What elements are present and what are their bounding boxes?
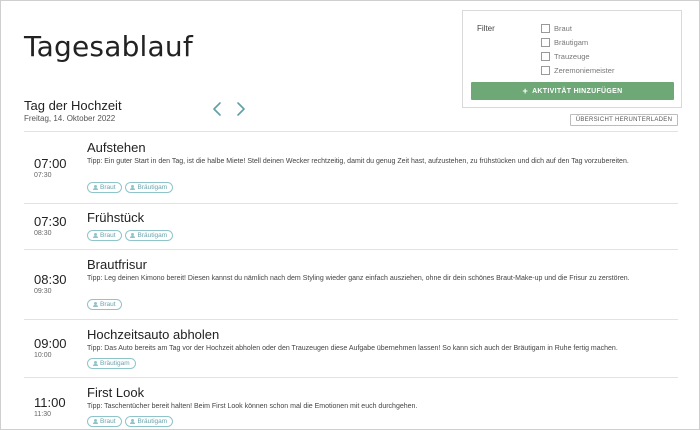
person-icon	[130, 419, 136, 425]
filter-option-zeremoniemeister[interactable]	[541, 65, 614, 75]
filter-option-braeutigam[interactable]	[541, 37, 614, 47]
person-icon	[92, 185, 98, 191]
add-activity-button[interactable]	[471, 82, 674, 100]
entry-tags	[87, 182, 173, 193]
entry-tip: Tipp: Leg deinen Kimono bereit! Diesen kannst du nämlich nach dem Styling wieder ganz einfach ausziehen, ohne dir dein schönes Braut-Make-up und die Frisur zu zerstören.	[87, 275, 630, 282]
entry-tip: Tipp: Taschentücher bereit halten! Beim First Look können schon mal die Emotionen mit euch durchgehen.	[87, 403, 418, 410]
tag-label: Braut	[100, 418, 116, 425]
filter-option-label: Braut	[554, 23, 572, 33]
checkbox[interactable]	[541, 66, 550, 75]
filter-option-label: Bräutigam	[554, 37, 589, 47]
tag-label: Braut	[100, 184, 116, 191]
entry-title: First Look	[87, 385, 145, 400]
plus-icon: +	[522, 86, 529, 96]
filter-panel	[462, 10, 682, 108]
entry-tags	[87, 416, 173, 427]
add-activity-label: AKTIVITÄT HINZUFÜGEN	[532, 87, 623, 95]
entry-start-time: 08:30	[34, 272, 67, 287]
tag	[87, 358, 136, 369]
filter-option-label: Zeremoniemeister	[554, 65, 615, 75]
tag-label: Braut	[100, 232, 116, 239]
tag-label: Bräutigam	[137, 184, 168, 191]
entry-tip: Tipp: Das Auto bereits am Tag vor der Hochzeit abholen oder den Trauzeugen diese Aufgabe übernehmen lassen! So kann sich auch der Bräutigam in Ruhe fertig machen.	[87, 345, 618, 352]
checkbox[interactable]	[541, 24, 550, 33]
tag	[87, 182, 122, 193]
entry-end-time: 08:30	[34, 230, 52, 237]
chevron-left-icon	[210, 100, 224, 118]
entry-end-time: 11:30	[34, 411, 51, 418]
checkbox[interactable]	[541, 52, 550, 61]
entry-tip: Tipp: Ein guter Start in den Tag, ist die halbe Miete! Stell deinen Wecker rechtzeitig, damit du genug Zeit hast, aufzustehen, zu frühstücken und dich auf den Tag vorzubereiten.	[87, 158, 629, 165]
tag	[87, 230, 122, 241]
entry-start-time: 09:00	[34, 336, 67, 351]
page-title: Tagesablauf	[24, 30, 193, 63]
tag-label: Bräutigam	[100, 360, 130, 367]
timeline-entry[interactable]	[24, 377, 678, 430]
next-day-button[interactable]	[234, 100, 248, 118]
checkbox[interactable]	[541, 38, 550, 47]
filter-option-label: Trauzeuge	[554, 51, 590, 61]
day-date: Freitag, 14. Oktober 2022	[24, 114, 116, 123]
timeline-entry[interactable]	[24, 203, 678, 249]
chevron-right-icon	[234, 100, 248, 118]
tag	[125, 416, 174, 427]
filter-label: Filter	[477, 24, 495, 33]
entry-title: Aufstehen	[87, 140, 146, 155]
timeline-entry[interactable]	[24, 131, 678, 203]
tag	[125, 182, 174, 193]
entry-title: Hochzeitsauto abholen	[87, 327, 220, 342]
entry-title: Brautfrisur	[87, 257, 147, 272]
person-icon	[92, 302, 98, 308]
previous-day-button[interactable]	[210, 100, 224, 118]
filter-options	[541, 23, 614, 75]
entry-end-time: 07:30	[34, 172, 52, 179]
entry-start-time: 07:30	[34, 214, 67, 229]
timeline-entry[interactable]	[24, 319, 678, 377]
filter-option-braut[interactable]	[541, 23, 614, 33]
tag-label: Braut	[100, 301, 116, 308]
entry-end-time: 10:00	[34, 352, 52, 359]
person-icon	[130, 233, 136, 239]
entry-tags	[87, 358, 136, 369]
tag	[87, 416, 122, 427]
filter-option-trauzeuge[interactable]	[541, 51, 614, 61]
download-overview-button[interactable]: ÜBERSICHT HERUNTERLADEN	[570, 114, 678, 126]
entry-start-time: 11:00	[34, 395, 66, 410]
entry-start-time: 07:00	[34, 156, 67, 171]
entry-tags	[87, 299, 122, 310]
person-icon	[92, 419, 98, 425]
timeline-entry[interactable]	[24, 249, 678, 319]
person-icon	[130, 185, 136, 191]
day-title: Tag der Hochzeit	[24, 98, 122, 113]
person-icon	[92, 233, 98, 239]
entry-tags	[87, 230, 173, 241]
entry-title: Frühstück	[87, 210, 145, 225]
entry-end-time: 09:30	[34, 288, 52, 295]
tag-label: Bräutigam	[137, 418, 168, 425]
tag-label: Bräutigam	[137, 232, 168, 239]
tag	[87, 299, 122, 310]
person-icon	[92, 361, 98, 367]
tag	[125, 230, 174, 241]
